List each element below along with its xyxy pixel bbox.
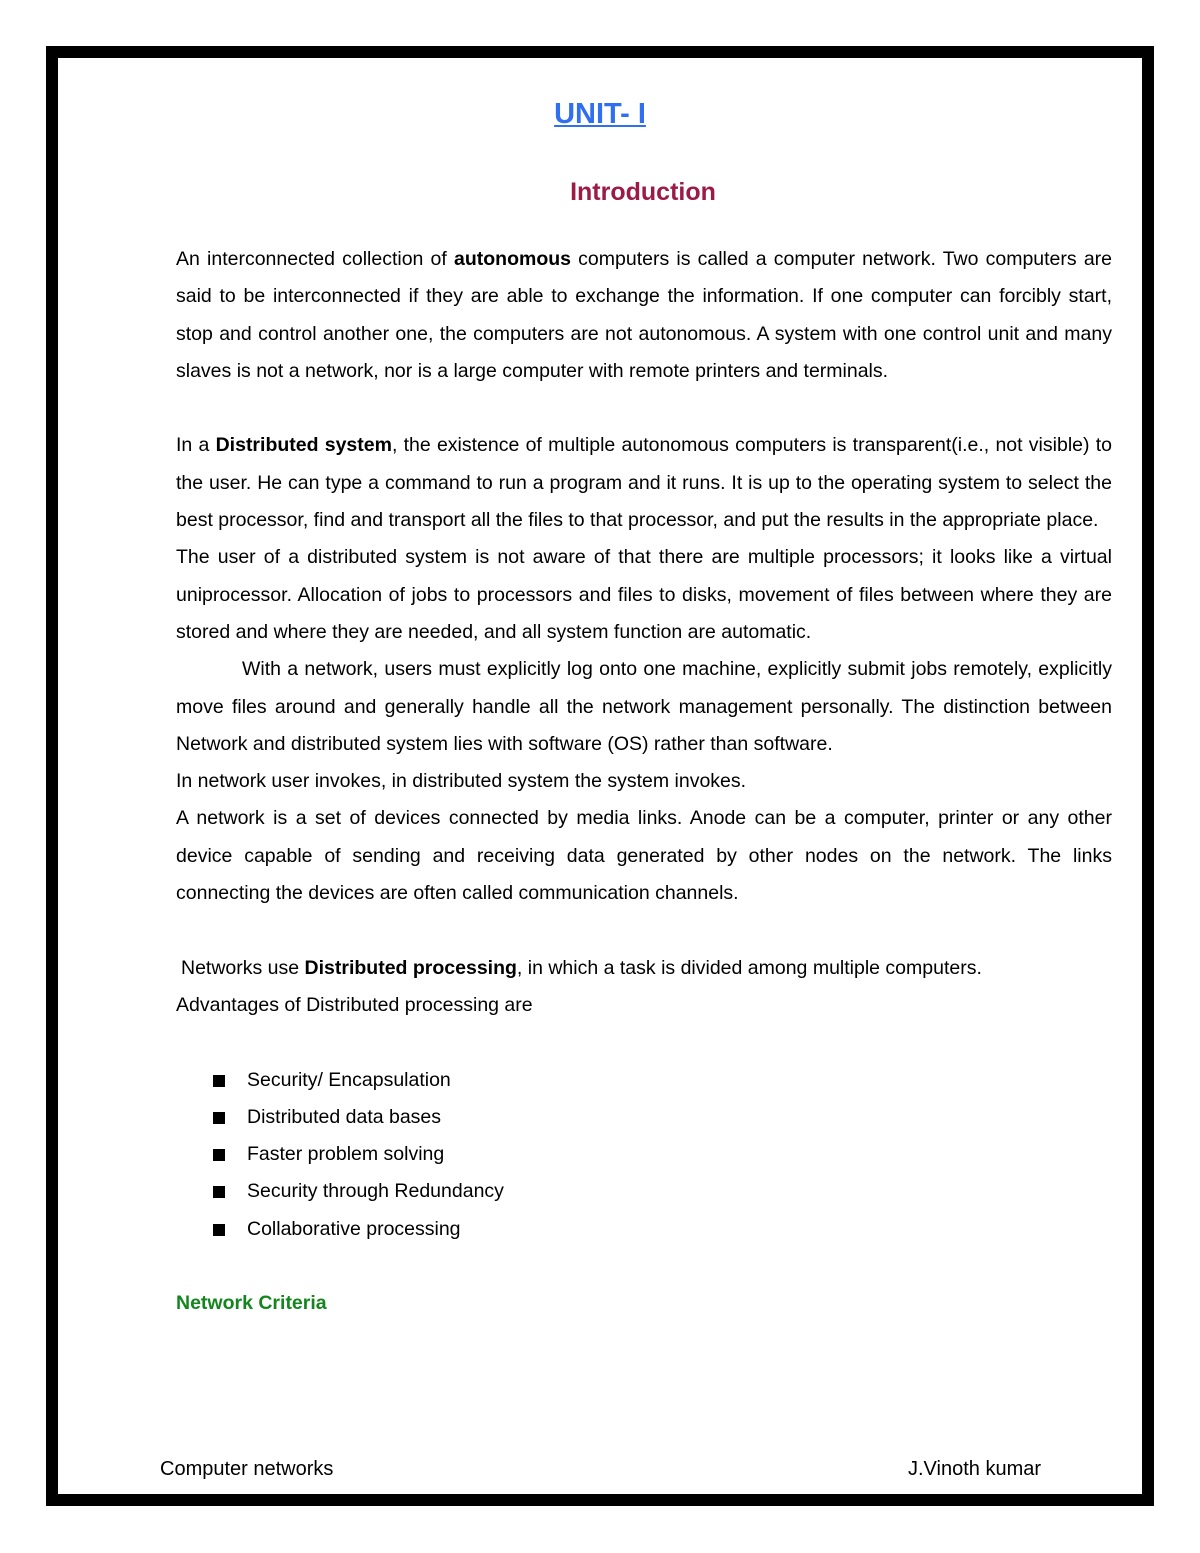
section-title: Introduction	[570, 178, 716, 206]
list-item: Security through Redundancy	[176, 1173, 1112, 1210]
paragraph-network-devices: A network is a set of devices connected by media links. Anode can be a computer, printer or any other device capable of sending and receiving data generated by other nodes on the network. The links connecting the devices are often called communication channels.	[176, 807, 1112, 905]
bold-term-autonomous: autonomous	[454, 248, 571, 270]
document-body	[176, 241, 1112, 1323]
list-item: Distributed data bases	[176, 1099, 1112, 1136]
footer-author: J.Vinoth kumar	[908, 1458, 1042, 1480]
paragraph-network-definition: An interconnected collection of autonomous computers is called a computer network. Two computers are said to be interconnected if they are able to exchange the information. If one computer can forcibly start, stop and control another one, the computers are not autonomous. A system with one control unit and many slaves is not a network, nor is a large computer with remote printers and terminals.	[176, 248, 1112, 382]
list-item: Collaborative processing	[176, 1211, 1112, 1248]
list-item: Security/ Encapsulation	[176, 1062, 1112, 1099]
square-bullet-icon	[213, 1075, 225, 1087]
unit-title: UNIT- I	[554, 98, 646, 130]
square-bullet-icon	[213, 1224, 225, 1236]
footer-course-name: Computer networks	[160, 1458, 334, 1480]
square-bullet-icon	[213, 1186, 225, 1198]
bold-term-distributed-processing: Distributed processing	[304, 956, 517, 979]
square-bullet-icon	[213, 1149, 225, 1161]
paragraph-virtual-uniprocessor: The user of a distributed system is not aware of that there are multiple processors; it looks like a virtual uniprocessor. Allocation of jobs to processors and files to disks, movement of files between where they are stored and where they are needed, and all system function are automatic.	[176, 546, 1112, 643]
paragraph-distributed-system: In a Distributed system, the existence of multiple autonomous computers is transparent(i.e., not visible) to the user. He can type a command to run a program and it runs. It is up to the operating system to select the best processor, find and transport all the files to that processor, and put the results in the appropriate place.	[176, 434, 1112, 532]
paragraph-network-vs-distributed: With a network, users must explicitly log onto one machine, explicitly submit jobs remotely, explicitly move files around and generally handle all the network management personally. The distinction between Network and distributed system lies with software (OS) rather than software.	[176, 658, 1112, 755]
advantages-list	[176, 1062, 1112, 1248]
bold-term-distributed-system: Distributed system	[215, 434, 392, 457]
paragraph-invokes: In network user invokes, in distributed system the system invokes.	[176, 770, 747, 793]
paragraph-distributed-processing: Networks use Distributed processing, in which a task is divided among multiple computers.	[181, 956, 982, 979]
square-bullet-icon	[213, 1112, 225, 1124]
network-criteria-heading: Network Criteria	[176, 1292, 327, 1315]
list-item: Faster problem solving	[176, 1136, 1112, 1173]
paragraph-advantages-intro: Advantages of Distributed processing are	[176, 993, 533, 1016]
